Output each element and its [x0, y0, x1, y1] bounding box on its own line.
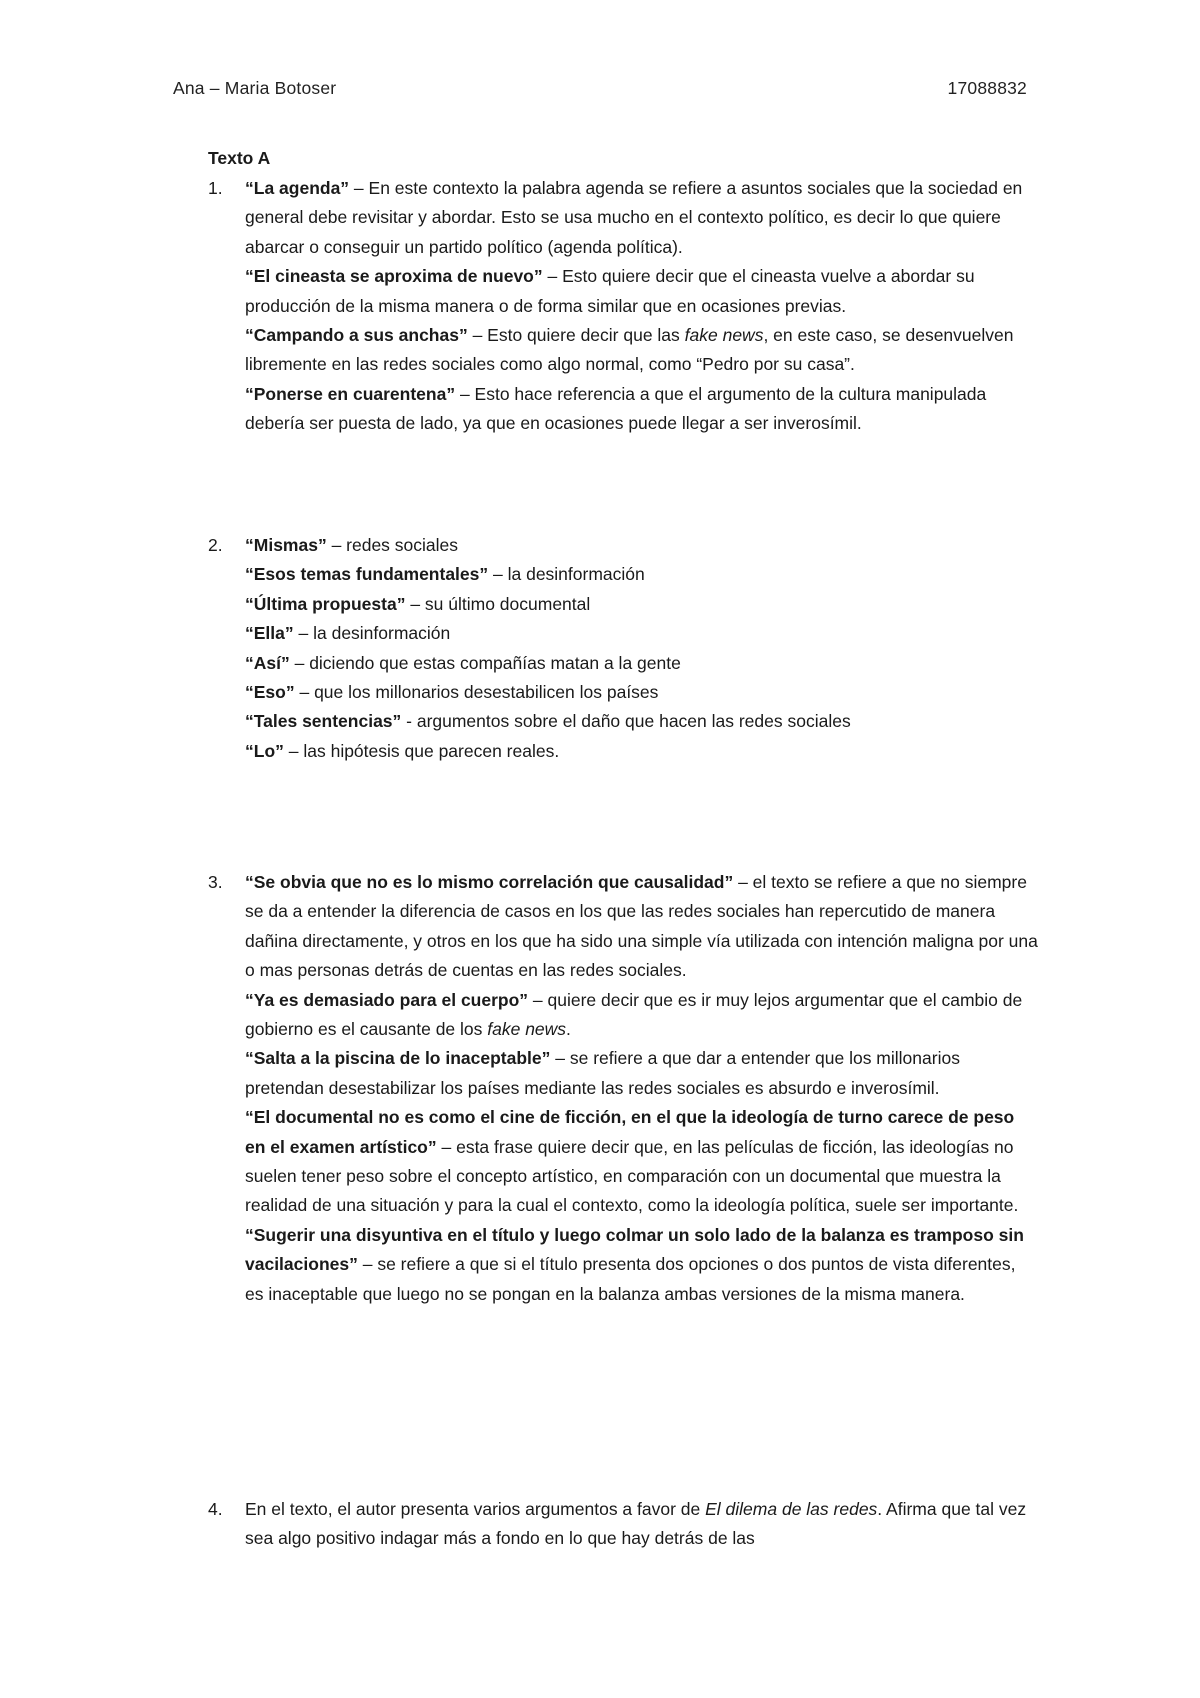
explanation-continued: .: [566, 1019, 571, 1040]
quoted-term: “Se obvia que no es lo mismo correlación que causalidad”: [245, 872, 734, 892]
answer-item: [245, 1221, 1038, 1309]
explanation: En el texto, el autor presenta varios argumentos a favor de: [245, 1499, 706, 1519]
explanation: – Esto quiere decir que las: [467, 325, 685, 346]
explanation: – redes sociales: [326, 535, 459, 555]
quoted-term: “Lo”: [245, 740, 284, 761]
header-student-id: 17088832: [947, 78, 1027, 98]
answer-item: [245, 531, 1038, 560]
explanation: – En este contexto la palabra agenda se refiere a asuntos sociales que la sociedad en general debe revisitar y abordar. Esto se usa mucho en el contexto político, es decir lo que quiere abarcar o conseguir un partido político (agenda política).: [245, 178, 1023, 257]
explanation: – las hipótesis que parecen reales.: [283, 740, 560, 761]
explanation: – el texto se refiere a que no siempre se da a entender la diferencia de casos en los que las redes sociales han repercutido de manera dañina directamente, y otros en los que ha sido una simple vía utilizada con intención maligna por una o mas personas detrás de cuentas en las redes sociales.: [245, 872, 1038, 981]
explanation: - argumentos sobre el daño que hacen las redes sociales: [401, 711, 851, 732]
explanation: – que los millonarios desestabilicen los países: [294, 682, 659, 703]
quoted-term: “Campando a sus anchas”: [245, 325, 468, 346]
answer-item: [245, 868, 1038, 986]
quoted-term: “Eso”: [245, 682, 295, 703]
explanation: – la desinformación: [293, 623, 451, 644]
answer-item: [245, 590, 1038, 619]
answer-item: [245, 649, 1038, 678]
explanation-continued: , en este caso, se desenvuelven libremente en las redes sociales como algo normal, como “Pedro por su casa”.: [245, 325, 1014, 375]
explanation: – su último documental: [405, 593, 591, 614]
answer-item: [245, 707, 1038, 736]
answer-item: [245, 1495, 1038, 1554]
explanation: – se refiere a que si el título presenta dos opciones o dos puntos de vista diferentes, es inaceptable que luego no se pongan en la balanza ambas versiones de la misma manera.: [245, 1254, 1016, 1304]
explanation-continued: . Afirma que tal vez sea algo positivo indagar más a fondo en lo que hay detrás de las: [245, 1499, 1027, 1549]
answer-item: [245, 737, 1038, 766]
answer-item: [245, 321, 1038, 380]
question-number: 2.: [208, 535, 223, 555]
quoted-term: “Esos temas fundamentales”: [245, 564, 489, 585]
question-number: 1.: [208, 178, 223, 198]
explanation: – Esto hace referencia a que el argumento de la cultura manipulada debería ser puesta de lado, ya que en ocasiones puede llegar a ser inverosímil.: [245, 383, 987, 434]
italic-term: fake news: [684, 325, 764, 346]
answer-item: [245, 262, 1038, 321]
quoted-term: “Ella”: [245, 623, 294, 644]
answer-item: [245, 986, 1038, 1045]
quoted-term: “Salta a la piscina de lo inaceptable”: [245, 1048, 551, 1069]
question-number: 4.: [208, 1499, 223, 1519]
answer-item: [245, 380, 1038, 439]
explanation: – diciendo que estas compañías matan a la gente: [289, 652, 681, 673]
italic-term: fake news: [487, 1019, 567, 1040]
quoted-term: “Tales sentencias”: [245, 711, 402, 732]
quoted-term: “Sugerir una disyuntiva en el título y luego colmar un solo lado de la balanza es tramposo sin vacilaciones”: [245, 1224, 1024, 1275]
question-number: 3.: [208, 872, 223, 892]
answer-item: [245, 174, 1038, 262]
explanation: – Esto quiere decir que el cineasta vuelve a abordar su producción de la misma manera o de forma similar que en ocasiones previas.: [245, 266, 975, 316]
explanation: – esta frase quiere decir que, en las películas de ficción, las ideologías no suelen tener peso sobre el concepto artístico, en comparación con un documental que muestra la realidad de una situación y para la cual el contexto, como la ideología política, suele ser importante.: [245, 1136, 1019, 1216]
question-3: [208, 868, 1038, 1309]
header-author: Ana – Maria Botoser: [173, 78, 337, 98]
quoted-term: “Mismas”: [245, 535, 327, 555]
quoted-term: “El cineasta se aproxima de nuevo”: [245, 266, 543, 287]
quoted-term: “Así”: [245, 652, 290, 673]
italic-title: El dilema de las redes: [705, 1499, 878, 1519]
answer-item: [245, 560, 1038, 589]
explanation: – se refiere a que dar a entender que los millonarios pretendan desestabilizar los países mediante las redes sociales es absurdo e inverosímil.: [245, 1048, 960, 1098]
question-4: [208, 1495, 1038, 1554]
explanation: – la desinformación: [488, 564, 645, 585]
quoted-term: “La agenda”: [245, 178, 350, 198]
quoted-term: “El documental no es como el cine de ficción, en el que la ideología de turno carece de peso en el examen artístico”: [245, 1107, 1015, 1157]
section-title: Texto A: [208, 148, 271, 168]
question-2: [208, 531, 1038, 766]
quoted-term: “Última propuesta”: [245, 593, 406, 614]
quoted-term: “Ya es demasiado para el cuerpo”: [245, 989, 529, 1010]
answer-item: [245, 619, 1038, 648]
explanation: – quiere decir que es ir muy lejos argumentar que el cambio de gobierno es el causante de los: [245, 989, 1023, 1040]
answer-item: [245, 1044, 1038, 1103]
quoted-term: “Ponerse en cuarentena”: [245, 383, 456, 404]
answer-item: [245, 678, 1038, 707]
answer-item: [245, 1103, 1038, 1221]
question-1: [208, 174, 1038, 439]
